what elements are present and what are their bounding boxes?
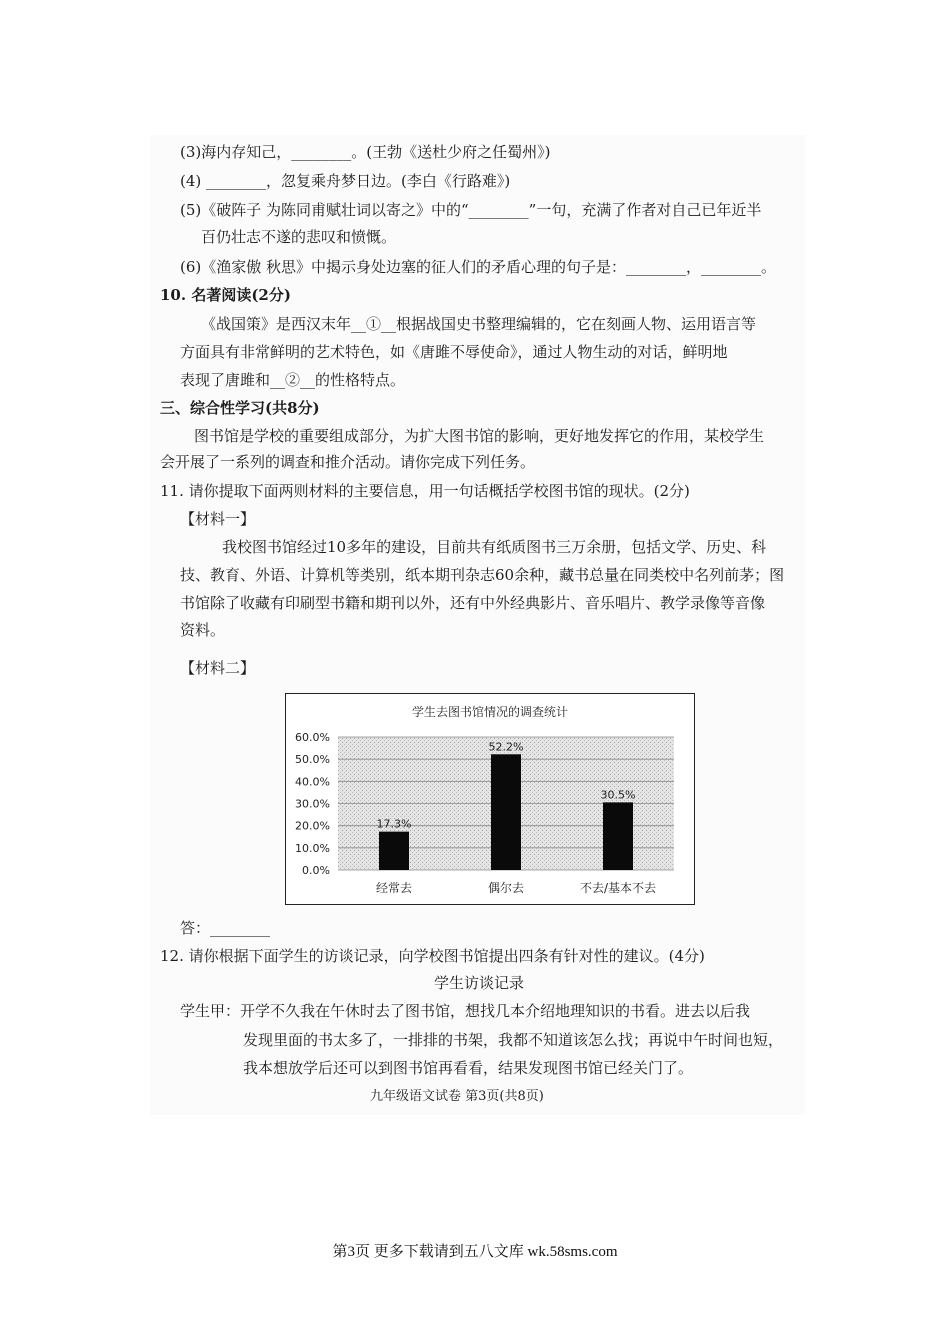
x-axis-categories	[376, 880, 656, 895]
material-1-label: 【材料一】	[180, 510, 256, 528]
footer-text: 第3页 更多下载请到五八文库 wk.58sms.com	[332, 1244, 618, 1260]
material-1-text: 我校图书馆经过10多年的建设，目前共有纸质图书三万余册，包括文学、历史、科	[222, 538, 767, 556]
student-a-text-2: 发现里面的书太多了，一排排的书架，我都不知道该怎么找；再说中午时间也短，	[243, 1031, 784, 1049]
poem-fill-5-cont: 百仍壮志不遂的悲叹和愤慨。	[201, 228, 397, 246]
material-2-label: 【材料二】	[180, 659, 256, 677]
poem-fill-3: (3)海内存知己，________。(王勃《送杜少府之任蜀州》)	[180, 143, 551, 161]
student-a-text-3: 我本想放学后还可以到图书馆再看看，结果发现图书馆已经关门了。	[243, 1059, 694, 1077]
bar	[603, 802, 633, 870]
section-3-intro-2: 会开展了一系列的调查和推介活动。请你完成下列任务。	[160, 453, 536, 471]
bar	[491, 754, 521, 870]
section-3-heading: 三、综合性学习(共8分)	[160, 399, 320, 417]
section-3-intro: 图书馆是学校的重要组成部分，为扩大图书馆的影响，更好地发挥它的作用，某校学生	[194, 427, 765, 445]
answer-line: 答：________	[180, 919, 271, 937]
x-category-label: 不去/基本不去	[579, 881, 657, 895]
question-10-text-3: 表现了唐雎和__②__的性格特点。	[180, 371, 406, 389]
scanned-page	[150, 135, 805, 1115]
x-category-label: 偶尔去	[487, 881, 525, 895]
y-axis-ticks	[295, 731, 330, 877]
x-category-label: 经常去	[375, 881, 413, 895]
material-1-text-4: 资料。	[180, 621, 226, 639]
question-10-text: 《战国策》是西汉末年__①__根据战国史书整理编辑的，它在刻画人物、运用语言等	[201, 315, 757, 333]
poem-fill-5: (5)《破阵子 为陈同甫赋壮词以寄之》中的“________”一句，充满了作者对自己已年近半	[180, 201, 762, 219]
y-tick-label: 0.0%	[302, 864, 330, 877]
poem-fill-6: (6)《渔家傲 秋思》中揭示身处边塞的征人们的矛盾心理的句子是：________，________。	[180, 258, 777, 276]
y-tick-label: 50.0%	[295, 753, 330, 767]
bar-value-label: 30.5%	[600, 788, 636, 802]
question-10-heading: 10. 名著阅读(2分)	[160, 286, 291, 304]
interview-title: 学生访谈记录	[434, 974, 525, 992]
page-number-info: 九年级语文试卷 第3页(共8页)	[370, 1089, 544, 1104]
question-12-heading: 12. 请你根据下面学生的访谈记录，向学校图书馆提出四条有针对性的建议。(4分)	[160, 947, 705, 965]
y-tick-label: 40.0%	[295, 775, 330, 789]
chart-svg	[286, 694, 694, 904]
y-tick-label: 10.0%	[295, 841, 330, 855]
material-1-text-2: 技、教育、外语、计算机等类别，纸本期刊杂志60余种，藏书总量在同类校中名列前茅；图	[180, 566, 785, 584]
bar-value-label: 52.2%	[488, 740, 524, 754]
poem-fill-4: (4) ________，忽复乘舟梦日边。(李白《行路难》)	[180, 172, 511, 190]
student-a-text: 学生甲：开学不久我在午休时去了图书馆，想找几本介绍地理知识的书看。进去以后我	[180, 1002, 751, 1020]
bar	[379, 832, 409, 870]
question-11-heading: 11. 请你提取下面两则材料的主要信息，用一句话概括学校图书馆的现状。(2分)	[160, 482, 690, 500]
material-1-text-3: 书馆除了收藏有印刷型书籍和期刊以外，还有中外经典影片、音乐唱片、教学录像等音像	[180, 594, 766, 612]
y-tick-label: 20.0%	[295, 819, 330, 833]
y-tick-label: 60.0%	[295, 731, 330, 744]
question-10-text-2: 方面具有非常鲜明的艺术特色，如《唐雎不辱使命》，通过人物生动的对话，鲜明地	[180, 343, 728, 361]
chart-title: 学生去图书馆情况的调查统计	[411, 705, 569, 719]
bar-chart	[285, 693, 695, 905]
bar-value-label: 17.3%	[376, 817, 412, 831]
y-tick-label: 30.0%	[295, 797, 330, 811]
